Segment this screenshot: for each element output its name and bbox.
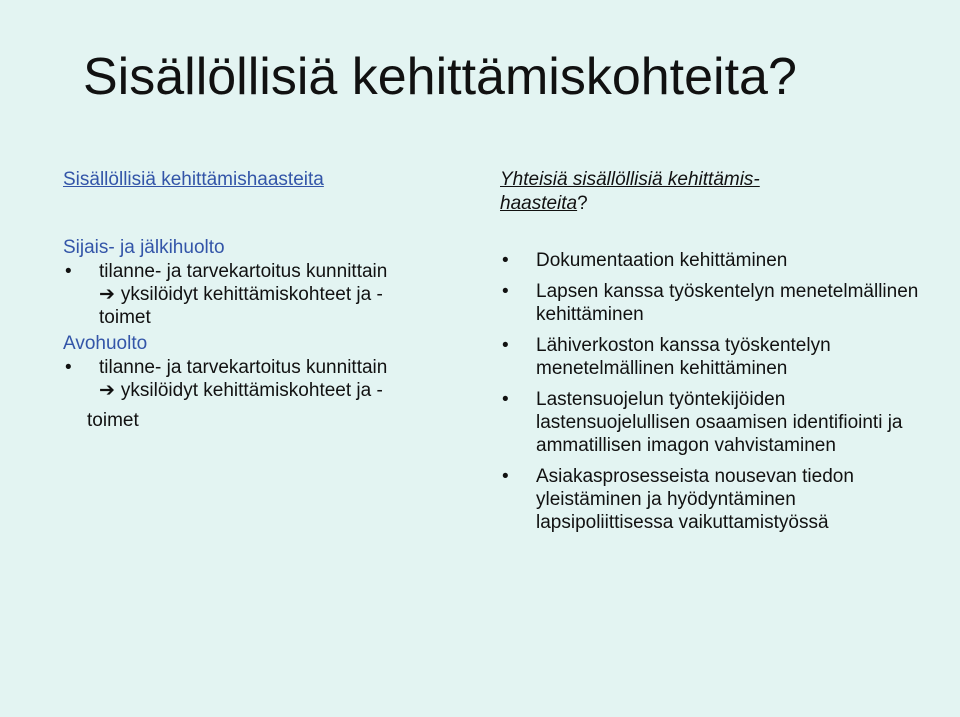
list-item: • Lapsen kanssa työskentelyn menetelmällinen kehittäminen [500, 280, 920, 326]
bullet-text: tilanne- ja tarvekartoitus kunnittain [99, 261, 388, 282]
right-heading-question: ? [577, 193, 588, 214]
result-continuation: toimet [87, 410, 139, 431]
result-text: yksilöidyt kehittämiskohteet ja - [120, 284, 383, 305]
right-heading-line1: Yhteisiä sisällöllisiä kehittämis- [500, 169, 760, 190]
section-list-sijais [63, 260, 473, 329]
list-item: • Lähiverkoston kanssa työskentelyn menetelmällinen kehittäminen [500, 334, 920, 380]
section-list-avohuolto [63, 356, 473, 402]
list-item: • Dokumentaation kehittäminen [500, 249, 920, 272]
left-column [63, 168, 473, 432]
arrow-right-icon: ➔ [99, 284, 115, 305]
right-heading [500, 168, 920, 216]
section-label-sijais: Sijais- ja jälkihuolto [63, 237, 225, 258]
right-column [500, 168, 920, 542]
section-label-avohuolto: Avohuolto [63, 333, 148, 354]
right-heading-line2: haasteita [500, 193, 578, 214]
list-item: • Asiakasprosesseista nousevan tiedon yleistäminen ja hyödyntäminen lapsipoliittisessa vaikuttamistyössä [500, 465, 920, 534]
left-heading-link[interactable]: Sisällöllisiä kehittämishaasteita [63, 169, 324, 190]
arrow-right-icon: ➔ [99, 380, 115, 401]
result-continuation: toimet [99, 307, 151, 328]
right-bullet-list [500, 249, 920, 534]
slide-title: Sisällöllisiä kehittämiskohteita? [83, 48, 797, 106]
list-item [63, 260, 473, 329]
bullet-text: tilanne- ja tarvekartoitus kunnittain [99, 357, 388, 378]
list-item [63, 356, 473, 402]
result-text: yksilöidyt kehittämiskohteet ja - [120, 380, 383, 401]
list-item: • Lastensuojelun työntekijöiden lastensuojelullisen osaamisen identifiointi ja ammatillisen imagon vahvistaminen [500, 388, 920, 457]
